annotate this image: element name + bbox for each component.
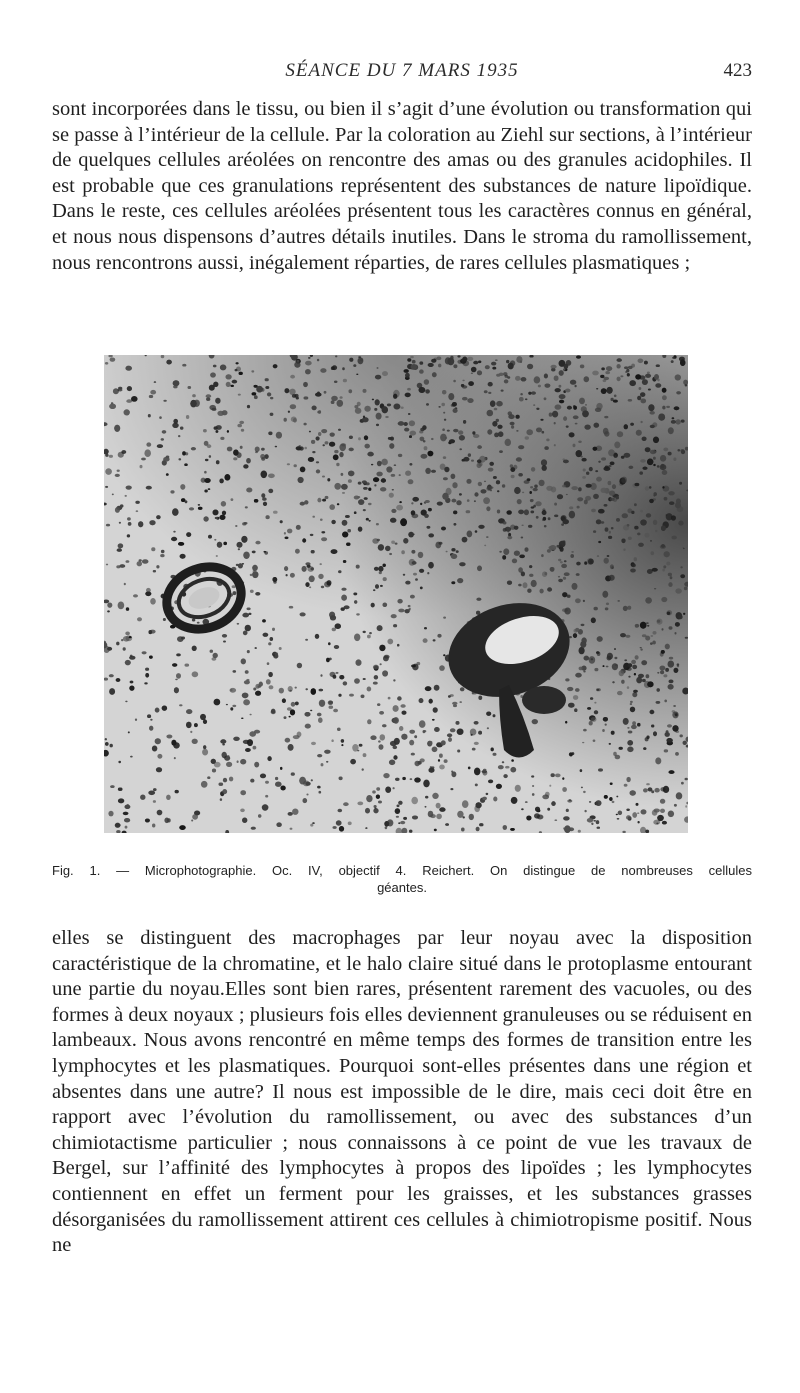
paragraph-bottom — [52, 926, 752, 1259]
paragraph-top-text: sont incorporées dans le tissu, ou bien il s’agit d’une évolution ou transformation qui se passe à l’intérieur de la cellule. Par la coloration au Ziehl sur sections, à l’intérieur de quelques cellules aréolées on rencontre des amas ou des granules acidophiles. Il est probable que ces granulations représentent des substances de nature lipoïdique. Dans le reste, ces cellules aréolées présentent tous les caractères connus en général, et nous nous dispensons d’autres détails inutiles. Dans le stroma du ramollissement, nous rencontrons aussi, inégalement réparties, de rares cellules plasmatiques ; — [52, 98, 752, 274]
microphotograph-image — [104, 355, 688, 833]
paragraph-top — [52, 97, 752, 276]
caption-line-1: Fig. 1. — Microphotographie. Oc. IV, objectif 4. Reichert. On distingue de nombreuses cellules — [52, 863, 752, 878]
paragraph-bottom-text: elles se distinguent des macrophages par leur noyau avec la disposition caractéristique de la chromatine, et le halo claire situé dans le protoplasme entourant une partie du noyau.Elles sont bien rares, présentent rarement des vacuoles, ou des formes à deux noyaux ; plusieurs fois elles deviennent granuleuses ou se réduisent en lambeaux. Nous avons rencontré en même temps des formes de transition entre les lymphocytes et les plasmatiques. Pourquoi sont-elles présentes dans une région et absentes dans une autre? Il nous est impossible de le dire, mais ceci doit être en rapport avec l’évolution du ramollissement, ou avec des substances d’un chimiotactisme particulier ; nous connaissons à ce point de vue les travaux de Bergel, sur l’affinité des lymphocytes à propos des lipoïdes ; les lymphocytes contiennent en effet un ferment pour les graisses, et les substances grasses désorganisées du ramollissement attirent ces cellules à chimiotropisme positif. Nous ne — [52, 927, 752, 1257]
caption-line-2: géantes. — [377, 880, 427, 895]
running-title: SÉANCE DU 7 MARS 1935 — [285, 60, 519, 81]
microphotograph-figure — [104, 355, 688, 833]
page-header — [52, 60, 752, 88]
page-number: 423 — [723, 60, 752, 81]
figure-caption — [52, 862, 752, 896]
